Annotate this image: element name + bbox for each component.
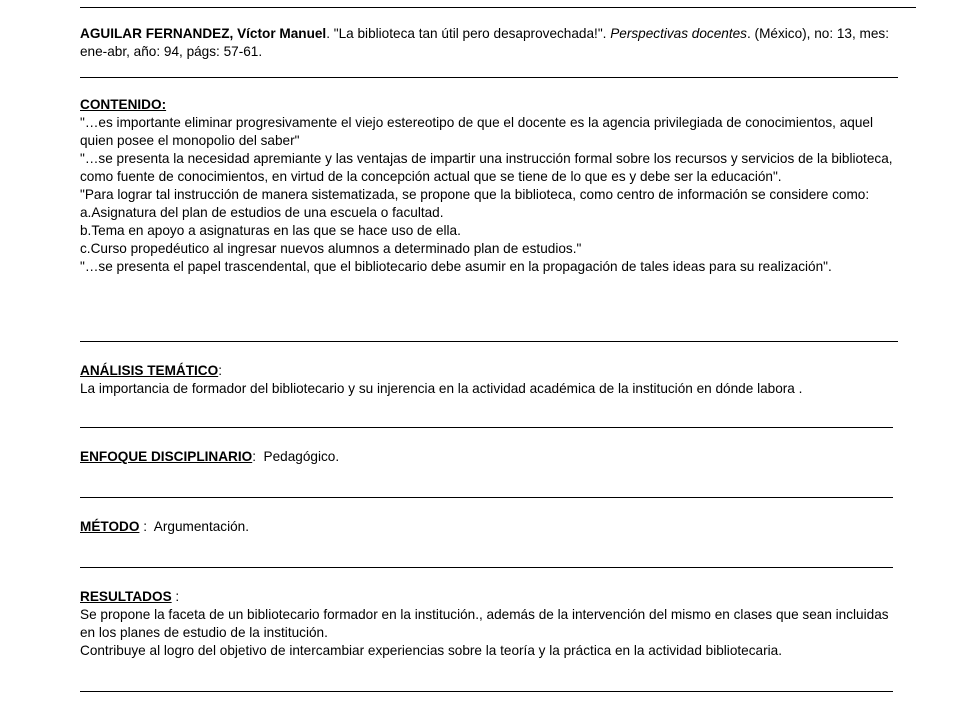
resultados-section	[80, 588, 900, 660]
citation-author: AGUILAR FERNANDEZ, Víctor Manuel	[80, 26, 327, 41]
analisis-text: La importancia de formador del bibliotecario y su injerencia en la actividad académica de la institución en dónde labora .	[80, 381, 803, 396]
contenido-list-item: a.Asignatura del plan de estudios de una escuela o facultad.	[80, 205, 444, 220]
contenido-paragraph: "…se presenta el papel trascendental, que el bibliotecario debe asumir en la propagación de tales ideas para su realización".	[80, 259, 832, 274]
resultados-heading: RESULTADOS	[80, 589, 172, 604]
analisis-heading-line	[80, 362, 900, 380]
metodo-line	[80, 518, 900, 536]
resultados-heading-suffix: :	[171, 589, 180, 604]
citation-block	[80, 25, 900, 61]
citation-journal: Perspectivas docentes	[610, 26, 747, 41]
enfoque-value: Pedagógico.	[255, 449, 340, 464]
separator-rule	[80, 567, 893, 568]
resultados-paragraph: Contribuye al logro del objetivo de intercambiar experiencias sobre la teoría y la práctica en la actividad bibliotecaria.	[80, 643, 782, 658]
contenido-paragraph: "…se presenta la necesidad apremiante y las ventajas de impartir una instrucción formal sobre los recursos y servicios de la biblioteca, como fuente de conocimientos, en virtud de la concepción actual que se tiene de lo que es y debe ser la educación".	[80, 151, 893, 184]
contenido-paragraph: "…es importante eliminar progresivamente el viejo estereotipo de que el docente es la agencia privilegiada de conocimientos, aquel quien posee el monopolio del saber"	[80, 115, 873, 148]
metodo-heading: MÉTODO	[80, 519, 140, 534]
resultados-paragraph: Se propone la faceta de un bibliotecario formador en la institución., además de la intervención del mismo en clases que sean incluidas en los planes de estudio de la institución.	[80, 607, 889, 640]
resultados-heading-line	[80, 588, 900, 606]
contenido-list-item: c.Curso propedéutico al ingresar nuevos alumnos a determinado plan de estudios."	[80, 241, 582, 256]
separator-rule	[80, 427, 893, 428]
separator-rule	[80, 497, 893, 498]
citation-details: . (México), no: 13, mes: ene-abr, año: 94, págs: 57-61.	[80, 26, 890, 59]
enfoque-line	[80, 448, 900, 466]
contenido-paragraph: "Para lograr tal instrucción de manera sistematizada, se propone que la biblioteca, como centro de información se considere como:	[80, 187, 870, 202]
citation-title: . "La biblioteca tan útil pero desaprovechada!".	[326, 26, 611, 41]
analisis-heading: ANÁLISIS TEMÁTICO	[80, 363, 219, 378]
separator-rule-top	[80, 7, 916, 8]
analisis-heading-suffix: :	[218, 363, 222, 378]
separator-rule-bottom	[80, 691, 893, 692]
metodo-value: Argumentación.	[146, 519, 249, 534]
metodo-heading-suffix: :	[139, 519, 147, 534]
contenido-list-item: b.Tema en apoyo a asignaturas en las que se hace uso de ella.	[80, 223, 461, 238]
enfoque-heading: ENFOQUE DISCIPLINARIO	[80, 449, 253, 464]
contenido-section	[80, 96, 900, 276]
analisis-section	[80, 362, 900, 398]
separator-rule	[80, 341, 898, 342]
citation-text	[80, 25, 900, 61]
enfoque-heading-suffix: :	[252, 449, 256, 464]
separator-rule	[80, 77, 898, 78]
metodo-section	[80, 518, 900, 536]
enfoque-section	[80, 448, 900, 466]
contenido-heading: CONTENIDO:	[80, 97, 167, 112]
